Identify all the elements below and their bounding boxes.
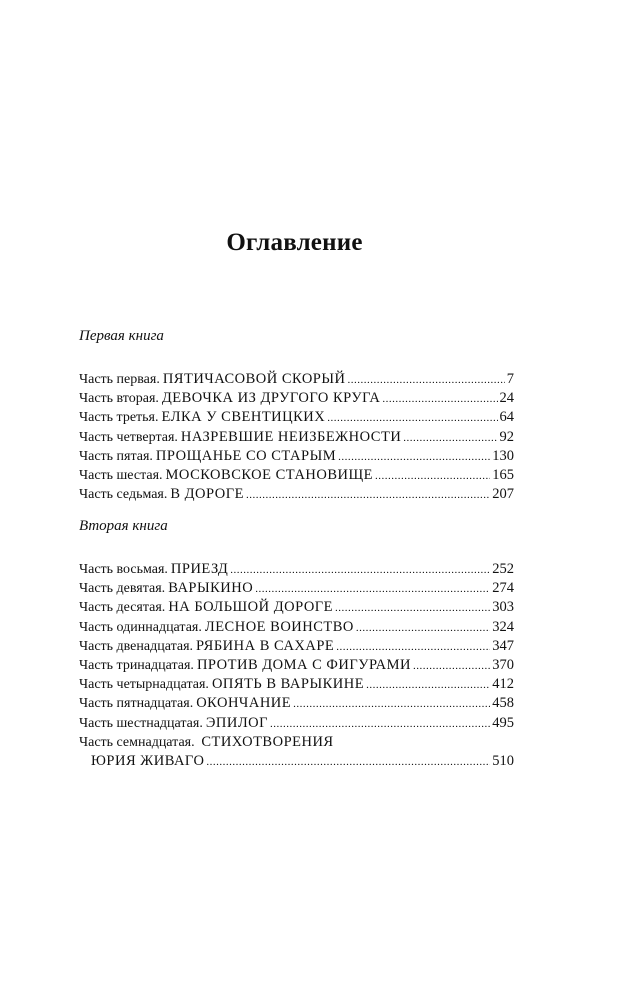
dot-leader xyxy=(403,429,497,448)
toc-entry xyxy=(79,370,514,389)
entry-part-label: Часть шестнадцатая. xyxy=(79,715,203,731)
entry-title: НАЗРЕВШИЕ НЕИЗБЕЖНОСТИ xyxy=(180,428,402,445)
dot-leader xyxy=(338,448,490,467)
entry-title: ЭПИЛОГ xyxy=(205,714,269,731)
entry-part-label: Часть десятая. xyxy=(79,600,166,616)
entry-page-number: 510 xyxy=(492,752,514,769)
entry-page-number: 165 xyxy=(492,466,514,483)
dot-leader xyxy=(336,638,490,657)
entry-page-number: 7 xyxy=(506,371,514,387)
book-heading: Первая книга xyxy=(79,328,164,344)
entry-part-label: Часть восьмая. xyxy=(79,562,168,577)
entry-page-number: 370 xyxy=(492,656,514,673)
entry-part-label: Часть семнадцатая. xyxy=(79,734,195,750)
book-section-first xyxy=(79,326,514,504)
entry-page-number: 207 xyxy=(492,486,514,503)
entry-page-number: 130 xyxy=(492,447,514,464)
entry-title: ПРОЩАНЬЕ СО СТАРЫМ xyxy=(155,447,337,464)
toc-entry xyxy=(79,694,514,713)
book-section-second xyxy=(79,516,514,771)
entry-part-label: Часть двенадцатая. xyxy=(79,638,194,654)
dot-leader xyxy=(246,486,490,505)
entry-part-label: Часть пятнадцатая. xyxy=(79,696,194,712)
entry-part-label: Часть одиннадцатая. xyxy=(79,619,202,635)
entry-title: СТИХОТВОРЕНИЯ xyxy=(201,733,334,750)
dot-leader xyxy=(327,409,497,428)
entry-title: В ДОРОГЕ xyxy=(170,486,244,503)
toc-list xyxy=(79,560,514,771)
entry-page-number: 495 xyxy=(492,714,514,731)
toc-entry xyxy=(79,618,514,637)
toc-entry xyxy=(79,714,514,733)
page-title: Оглавление xyxy=(226,229,363,256)
dot-leader xyxy=(375,467,490,486)
dot-leader xyxy=(335,599,490,618)
entry-part-label: Часть тринадцатая. xyxy=(79,657,194,673)
entry-title: НА БОЛЬШОЙ ДОРОГЕ xyxy=(168,599,334,616)
toc-entry xyxy=(79,598,514,617)
toc-list xyxy=(79,370,514,504)
dot-leader xyxy=(413,657,490,676)
dot-leader xyxy=(293,695,490,714)
toc-entry xyxy=(79,428,514,447)
entry-title: ПРИЕЗД xyxy=(170,561,229,577)
toc-entry xyxy=(79,485,514,504)
dot-leader xyxy=(382,390,497,409)
toc-entry xyxy=(79,637,514,656)
entry-title-continued: ЮРИЯ ЖИВАГО xyxy=(91,752,205,769)
entry-title: ОКОНЧАНИЕ xyxy=(196,695,292,712)
entry-part-label: Часть шестая. xyxy=(79,467,163,483)
toc-entry xyxy=(79,579,514,598)
dot-leader xyxy=(356,619,490,638)
toc-entry xyxy=(79,408,514,427)
toc-entry-wrapped-first-line xyxy=(79,733,514,752)
dot-leader xyxy=(270,715,490,734)
entry-page-number: 64 xyxy=(499,409,514,426)
entry-title: МОСКОВСКОЕ СТАНОВИЩЕ xyxy=(165,466,373,483)
toc-entry xyxy=(79,560,514,579)
entry-part-label: Часть первая. xyxy=(79,372,160,387)
toc-entry xyxy=(79,656,514,675)
entry-part-label: Часть пятая. xyxy=(79,448,153,464)
entry-page-number: 274 xyxy=(492,580,514,597)
entry-page-number: 303 xyxy=(492,599,514,616)
entry-page-number: 347 xyxy=(492,637,514,654)
entry-title: ПРОТИВ ДОМА С ФИГУРАМИ xyxy=(196,656,412,673)
entry-title: РЯБИНА В САХАРЕ xyxy=(196,637,335,654)
entry-title: ЛЕСНОЕ ВОИНСТВО xyxy=(204,618,354,635)
entry-part-label: Часть третья. xyxy=(79,410,159,426)
entry-part-label: Часть четырнадцатая. xyxy=(79,677,209,693)
entry-part-label: Часть девятая. xyxy=(79,581,166,597)
entry-page-number: 324 xyxy=(492,618,514,635)
entry-page-number: 252 xyxy=(492,561,514,577)
dot-leader xyxy=(230,561,490,580)
toc-entry-wrapped-second-line xyxy=(79,752,514,771)
entry-title: ОПЯТЬ В ВАРЫКИНЕ xyxy=(211,676,365,693)
entry-page-number: 24 xyxy=(499,390,514,407)
entry-page-number: 92 xyxy=(499,428,514,445)
entry-part-label: Часть вторая. xyxy=(79,391,159,407)
toc-entry xyxy=(79,389,514,408)
entry-part-label: Часть четвертая. xyxy=(79,429,178,445)
book-heading: Вторая книга xyxy=(79,518,168,534)
entry-page-number: 458 xyxy=(492,695,514,712)
entry-title: ПЯТИЧАСОВОЙ СКОРЫЙ xyxy=(162,371,346,387)
entry-part-label: Часть седьмая. xyxy=(79,487,168,503)
toc-entry xyxy=(79,675,514,694)
entry-title: ДЕВОЧКА ИЗ ДРУГОГО КРУГА xyxy=(161,390,381,407)
entry-page-number: 412 xyxy=(492,676,514,693)
dot-leader xyxy=(255,580,490,599)
dot-leader xyxy=(206,753,490,772)
dot-leader xyxy=(366,676,490,695)
entry-title: ВАРЫКИНО xyxy=(168,580,254,597)
toc-entry xyxy=(79,447,514,466)
entry-title: ЕЛКА У СВЕНТИЦКИХ xyxy=(161,409,326,426)
dot-leader xyxy=(348,371,505,390)
toc-entry xyxy=(79,466,514,485)
